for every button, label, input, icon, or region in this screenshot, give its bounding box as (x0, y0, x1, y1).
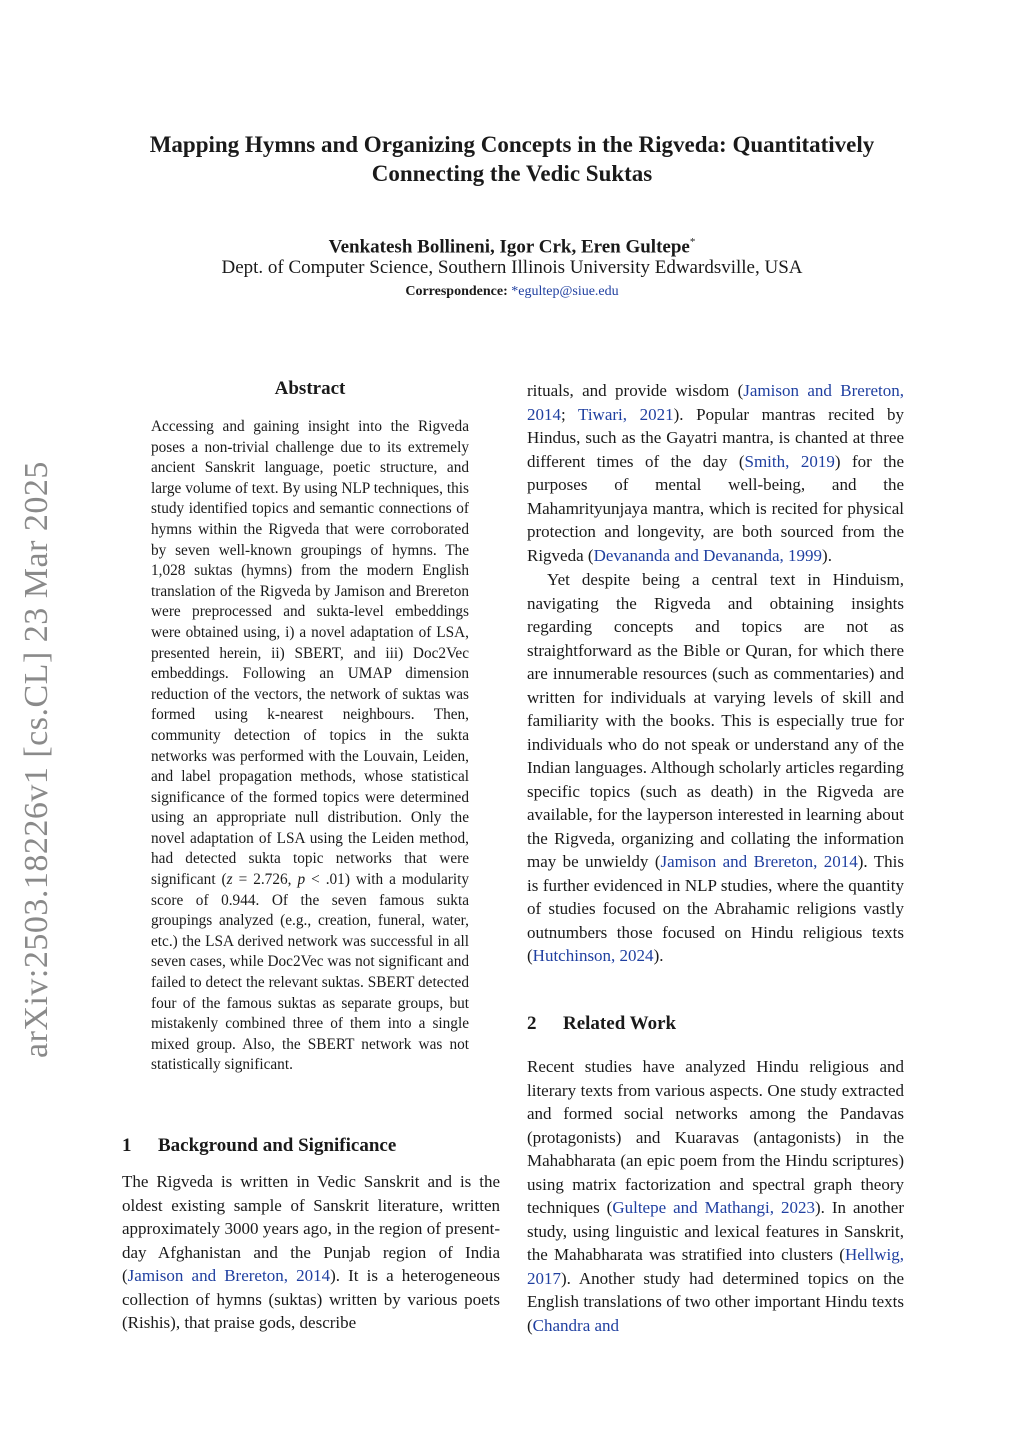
col2p2-text-a: Yet despite being a central text in Hinduism, navigating the Rigveda and obtaining insights regarding concepts and topics are not as straightforward as the Bible or Quran, for which there are innumerable resources (such as commentaries) and written for individuals at varying levels of skill and familiarity with the books. This is especially true for individuals who do not speak or understand any of the Indian languages. Although scholarly articles regarding specific topics (such as death) in the Rigveda are available, for the layperson interested in learning about the Rigveda, organizing and collating the information may be unwieldy ( (527, 570, 904, 871)
abstract-text-b: = 2.726, (232, 871, 298, 889)
col2p1-text-d: ). (822, 545, 832, 565)
citation-link[interactable]: Smith, 2019 (744, 451, 835, 471)
arxiv-identifier-stamp: arXiv:2503.18226v1 [cs.CL] 23 Mar 2025 (18, 461, 55, 1058)
col2p1-text-b: ). Popular mantras recited by Hindus, such as the Gayatri mantra, is chanted at three different times of the day ( (527, 404, 904, 471)
abstract-p-variable: p (297, 871, 306, 889)
correspondence-label: Correspondence: (405, 284, 508, 299)
citation-link[interactable]: Devananda and Devananda, 1999 (593, 545, 823, 565)
sec2-text-a: Recent studies have analyzed Hindu religious and literary texts from various aspects. One study extracted and formed social networks among the Pandavas (protagonists) and Kuaravas (antagonists) in the Mahabharata (an epic poem from the Hindu scriptures) using matrix factorization and spectral graph theory techniques ( (527, 1057, 904, 1217)
sec1-text-a: The Rigveda is written in Vedic Sanskrit and is the oldest existing sample of Sanskrit literature, written approximately 3000 years ago, in the region of present-day Afghanistan and the Punjab region of India ( (122, 1172, 500, 1285)
section-2-heading (527, 1012, 904, 1036)
citation-link[interactable]: Tiwari, 2021 (578, 404, 674, 424)
abstract-text-c: < .01) with a modularity score of 0.944. Of the seven famous sukta groupings analyzed (e.g., creation, funeral, water, etc.) the LSA derived network was successful in all seven cases, while Doc2Vec was not significant and failed to detect the relevant suktas. SBERT detected four of the famous suktas as separate groups, but mistakenly combined three of them into a single mixed group. Also, the SBERT network was not statistically significant. (151, 871, 469, 1074)
column2-paragraph-1 (527, 379, 904, 567)
col2p1-sep: ; (561, 404, 579, 424)
sec1-text-b: ). It is a heterogeneous collection of hymns (suktas) written by various poets (Rishis), that praise gods, describe (122, 1266, 500, 1332)
affiliation: Dept. of Computer Science, Southern Illinois University Edwardsville, USA (221, 257, 803, 278)
section-1-heading (122, 1134, 502, 1158)
abstract-z-variable: z (226, 871, 233, 889)
sec2-text-b: ). In another study, using linguistic and lexical features in Sanskrit, the Mahabharata was stratified into clusters ( (527, 1198, 904, 1264)
citation-link[interactable]: Jamison and Brereton, 2014 (527, 381, 905, 424)
author-names: Venkatesh Bollineni, Igor Crk, Eren Gultepe (328, 236, 690, 258)
correspondence-email-link[interactable]: *egultep@siue.edu (511, 284, 619, 299)
section-2-paragraph (527, 1055, 904, 1337)
section-1-paragraph (122, 1170, 500, 1335)
section-1-title: Background and Significance (158, 1135, 397, 1156)
column2-paragraph-2 (527, 568, 904, 968)
author-footnote-mark: * (689, 236, 696, 248)
citation-link[interactable]: Hellwig, 2017 (527, 1245, 904, 1288)
citation-link[interactable]: Jamison and Brereton, 2014 (127, 1266, 331, 1285)
abstract-text-a: Accessing and gaining insight into the Rigveda poses a non-trivial challenge due to its extremely ancient Sanskrit language, poetic structure, and large volume of text. By using NLP techniques, this study identified topics and semantic connections of hymns within the Rigveda that were corroborated by seven well-known groupings of hymns. The 1,028 suktas (hymns) from the modern English translation of the Rigveda by Jamison and Brereton were preprocessed and sukta-level embeddings were obtained using, i) a novel adaptation of LSA, presented herein, ii) SBERT, and iii) Doc2Vec embeddings. Following an UMAP dimension reduction of the vectors, the network of suktas was formed using k-nearest neighbours. Then, community detection of topics in the sukta networks was performed with the Louvain, Leiden, and label propagation methods, whose statistical significance of the formed topics were determined using an appropriate null distribution. Only the novel adaptation of LSA using the Leiden method, had detected sukta topic networks that were significant ( (151, 418, 469, 889)
correspondence-line (110, 283, 914, 301)
section-2-title: Related Work (563, 1013, 677, 1034)
abstract-body (151, 417, 469, 1076)
sec2-text-c: ). Another study had determined topics on the English translations of two other important Hindu texts ( (527, 1268, 904, 1335)
section-2-number: 2 (527, 1013, 537, 1034)
section-1-number: 1 (122, 1135, 132, 1156)
citation-link[interactable]: Chandra and (532, 1315, 620, 1335)
col2p2-text-b: ). This is further evidenced in NLP studies, where the quantity of studies focused on the Abrahamic religions vastly outnumbers those focused on Hindu religious texts ( (527, 852, 904, 965)
paper-title: Mapping Hymns and Organizing Concepts in the Rigveda: Quantitatively Connecting the Vedic Suktas (149, 132, 875, 186)
abstract-heading: Abstract (274, 378, 346, 399)
citation-link[interactable]: Jamison and Brereton, 2014 (660, 852, 858, 871)
col2p1-text-a: rituals, and provide wisdom ( (527, 381, 744, 400)
author-line (110, 230, 914, 259)
citation-link[interactable]: Gultepe and Mathangi, 2023 (612, 1198, 815, 1217)
citation-link[interactable]: Hutchinson, 2024 (532, 946, 654, 965)
col2p2-text-c: ). (653, 946, 664, 965)
col2p1-text-c: ) for the purposes of mental well-being, and the Mahamrityunjaya mantra, which is recited for physical protection and longevity, are both sourced from the Rigveda ( (527, 451, 904, 565)
